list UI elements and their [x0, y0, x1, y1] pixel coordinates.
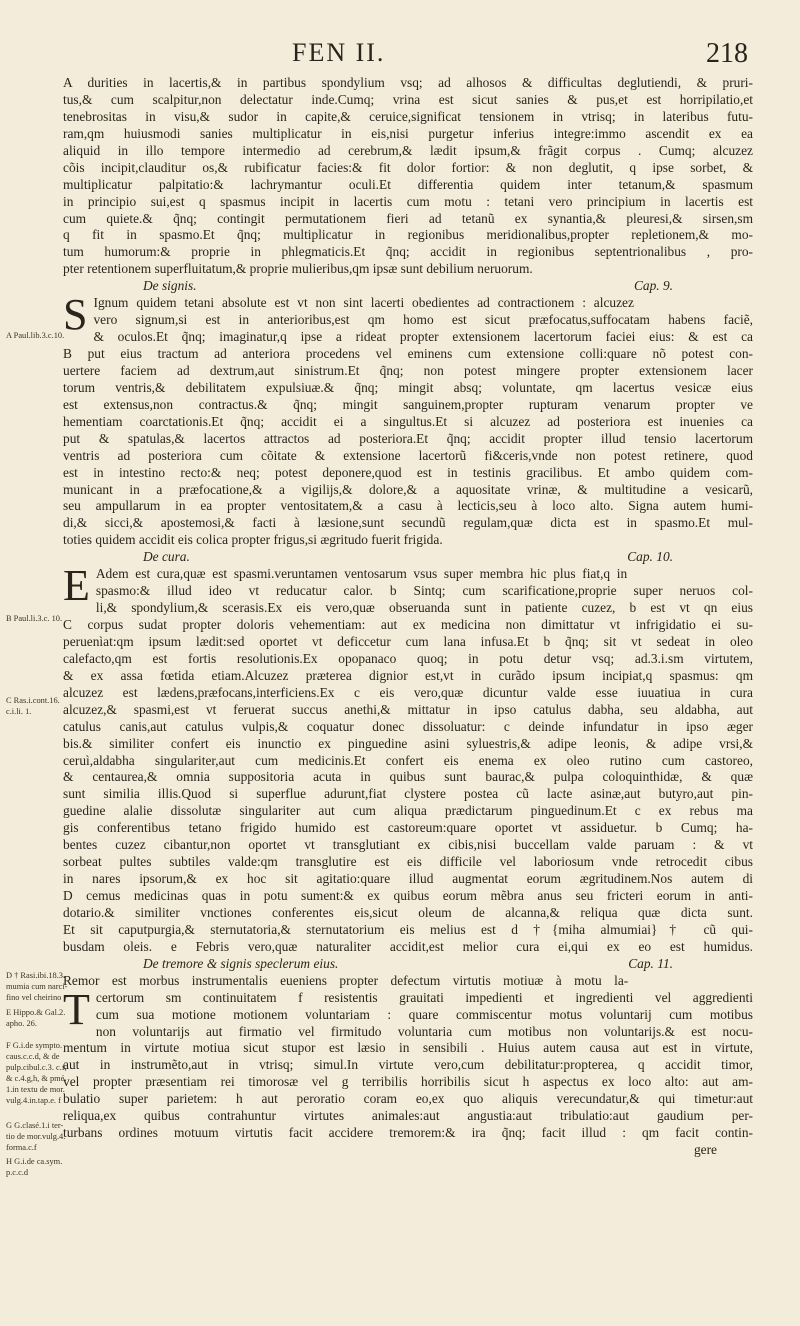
text-line [63, 160, 753, 177]
text-line [63, 177, 753, 194]
text-line-content: gere [693, 1142, 717, 1158]
text-line [63, 126, 753, 143]
running-head: FEN II. [292, 38, 386, 67]
text-line [63, 482, 753, 499]
text-line-content: bulatio super parietem: h aut peroratio coram eo,ex quo aliquis verecundatur,& qui timetur:aut [63, 1091, 753, 1107]
text-line [63, 617, 753, 634]
text-line-content: alcuzez,& spasmi,est vt feruerat succus anethi,& mittatur in ipso catulus dabha, seu aldabha, aut [63, 701, 753, 717]
text-line-content: sorbeat pultes subtiles valde:qm transglutire est eis difficile vel laboriosum vnde retrocedit cibus [63, 854, 753, 870]
text-line [63, 549, 753, 566]
text-line [63, 431, 753, 448]
margin-note-f [6, 1040, 67, 1106]
text-line [63, 397, 753, 414]
text-line-content: mentum in virtute motiua sicut stupor est læsio in sensibili . Huius autem causa aut est in virtute, [63, 1040, 753, 1056]
text-line-content: D cemus medicinas quas in potu sument:& ex quibus eorum mẽbra anus seu fricteri eorum in anti- [63, 888, 753, 903]
text-line-content: Adem est cura,quæ est spasmi.veruntamen ventosarum vsus super membra hic plus fiat,q in [95, 566, 628, 582]
text-line-content: est in intestino recto:& neq; potest deponere,quod est in testinis gracilibus. Et ambo quidem com- [63, 464, 753, 480]
text-line-content: Et sit caputpurgia,& sternutatoria,& sternutatorium eis melius est d †{miha almumiai}† cũ qui- [63, 921, 753, 937]
text-line [63, 871, 753, 888]
margin-note-line: & c.4.g,h, & pmé. [6, 1074, 67, 1083]
text-line [63, 905, 753, 922]
margin-note-d [6, 970, 68, 1003]
text-line-content: tus,& cum scalpitur,non delectatur inde.Cumq; vrina est sicut sanies & pus,et est horripilatio,et [63, 91, 753, 107]
margin-note-line: D † Rasi.ibi.18.3. [6, 971, 66, 980]
text-line [63, 803, 753, 820]
section-heading: De cura. [143, 549, 190, 565]
text-line-content: guedine alalie dissolutæ singulariter aut cum aliqua prædictarum pinguedinum.Et c ex rebus ma [63, 803, 753, 819]
chapter-number: Cap. 9. [633, 278, 673, 294]
text-line [63, 143, 753, 160]
text-line-content: reliqua,ex quibus contrahuntur virtutes animales:aut angustia:aut tribulatio:aut gaudium per- [63, 1108, 753, 1124]
text-line [63, 448, 753, 465]
text-line [63, 465, 753, 482]
text-line [63, 109, 753, 126]
text-line [63, 583, 753, 600]
text-line [63, 769, 753, 786]
page-number: 218 [706, 38, 748, 69]
text-line [63, 244, 753, 261]
text-line-content: calefacto,qm est fortis resolutionis.Ex opopanaco quoq; in potu detur vsq; ad.3.i.sm virtutem, [63, 650, 753, 666]
main-text-column [63, 75, 753, 1159]
text-line-content: hementiam coarctationis.Et q̃nq; accidit ei a singultus.Et si alcuzez ad posteriora est inuenies ca [63, 413, 753, 429]
text-line-content: li,& spondylium,& scerasis.Ex eis vero,quæ obseruanda sunt in patiente cuzez, b est vt qn eius [95, 600, 753, 616]
margin-note-line: H G.i.de ca.sym. [6, 1157, 63, 1166]
text-line [63, 1142, 753, 1159]
text-line-content: di,& sicci,& apostemosi,& facti à læsione,sunt secundũ regulam,quæ dicta est in spasmo.Et mul- [63, 515, 753, 531]
text-line-content: & centaurea,& omnia suppositoria acuta in quibus sunt baurac,& pulpa coloquinthidæ, & quæ [63, 769, 753, 785]
text-line [63, 211, 753, 228]
text-line-content: uertere faciem ad dextrum,aut sinistrum.Et q̃nq; non potest mingere propter extensionem lacer [63, 362, 753, 378]
text-line [63, 1007, 753, 1024]
text-line-content: dotario.& similiter vnctiones conferentes eis,sicut oleum de alcanna,& reliqua quæ dicta sunt. [63, 904, 753, 920]
text-line-content: gis conferentibus tetano frigido humido est castoreum:quare oportet vt assiduetur. b Cumq; ha- [63, 820, 753, 836]
text-line [63, 194, 753, 211]
text-line [63, 363, 753, 380]
text-line [63, 702, 753, 719]
margin-note-line: A Paul.lib.3.c.10. [6, 331, 65, 340]
margin-note-e [6, 1007, 66, 1029]
text-line-content: cõis incipit,clauditur os,& rubificatur facies:& fit dolor fortior: & non deglutit, q ipse sorbet, & [63, 159, 753, 175]
text-line [63, 261, 753, 278]
margin-note-line: fino vel cheirino [6, 993, 62, 1002]
text-line [63, 837, 753, 854]
text-line-content: cum sua motione motionem voluntariam : quare commiscentur motus voluntarij cum motibus [95, 1006, 753, 1022]
text-line-content: & ex assa fœtida etiam.Alcuzez præterea dignior est,vt in curãdo ipsum incipiat,q spasmus: qm [63, 667, 753, 683]
text-line [63, 1091, 753, 1108]
margin-note-line: forma.c.f [6, 1143, 37, 1152]
text-line [63, 532, 753, 549]
text-line [63, 414, 753, 431]
text-line-content: certorum sm continuitatem f resistentis grauitati impedienti et ingredienti vel aggredienti [95, 989, 753, 1005]
text-line [63, 600, 753, 617]
text-line-content: put & spatulas,& lacertos attractos ad posteriora.Et q̃nq; accidit propter illud tensio lacertorum [63, 430, 753, 446]
text-line-content: cum quiete.& q̃nq; contingit permutationem fieri ad tetanũ ex synantia,& pleuresi,& sirsen,sm [63, 210, 753, 226]
drop-cap-initial: T [63, 984, 90, 1034]
page-header [0, 38, 800, 74]
text-line-content: A durities in lacertis,& in partibus spondylium vsq; ad alhosos & difficultas deglutiendi, & pruri- [63, 75, 753, 90]
text-line-content: ram,qm huiusmodi sanies multiplicatur in eis,nisi purgetur inferius integre:immo ascendit ex ea [63, 125, 753, 141]
margin-note-line: apho. 26. [6, 1019, 37, 1028]
margin-note-a [6, 330, 65, 341]
text-line-content: non voluntarijs aut firmatio vel firmitudo voluntaria cum motibus non voluntarijs.& est nocu- [95, 1023, 753, 1039]
text-line [63, 820, 753, 837]
chapter-number: Cap. 11. [628, 955, 673, 971]
margin-note-c [6, 695, 62, 717]
margin-note-line: E Hippo.& Gal.2. [6, 1008, 66, 1017]
margin-note-line: c.i.li. 1. [6, 707, 32, 716]
text-line [63, 329, 753, 346]
margin-note-line: tio de mor.vulg.4. [6, 1132, 66, 1141]
text-line-content: aut in instrumẽto,aut in vtrisq; simul.In virtute vero,cum debilitatur:propterea, q accidit timor, [63, 1057, 753, 1073]
text-line-content: aliquid in illo tempore intermedio ad cerebrum,& lædit ipsum,& frãgit corpus . Cumq; alcuzez [63, 142, 753, 158]
text-line-content: torum ventris,& debilitatem expulsiuæ.& q̃nq; mingit absq; voluntate, qm lacertus vesicæ eius [63, 379, 753, 395]
text-line [63, 1024, 753, 1041]
text-line [63, 651, 753, 668]
text-line [63, 498, 753, 515]
margin-note-line: caus.c.c.d, & de [6, 1052, 60, 1061]
text-line-content: est extensus,non contractus.& q̃nq; mingit sanguinem,propter rupturam venarum propter ve [63, 396, 753, 412]
text-line [63, 888, 753, 905]
text-line [63, 1125, 753, 1142]
text-line [63, 634, 753, 651]
text-line [63, 227, 753, 244]
text-line [63, 786, 753, 803]
text-line-content: spasmo:& illud ideo vt reducatur calor. b Sintq; cum scarificatione,proprie super neruos col- [95, 583, 753, 599]
margin-note-h [6, 1156, 62, 1178]
margin-note-g [6, 1120, 66, 1153]
text-line [63, 736, 753, 753]
text-line-content: sunt similia illis.Quod si superflue adurunt,fiat clystere postea cũ lacte asinæ,aut butyro,aut pin- [63, 786, 753, 802]
text-line-content: bentes cuzez cibantur,non oportet vt transglutiant ex cibis,nisi buccellam valde paruam : & vt [63, 837, 753, 853]
text-line-content: municant in a præfocatione,& a vigilijs,& dolore,& a aquositate vrinæ, & multitudine a vesicarũ, [63, 481, 753, 497]
text-line [63, 1040, 753, 1057]
text-line [63, 753, 753, 770]
text-line-content: multiplicatur palpitatio:& lachrymantur oculi.Et differentia quidem inter tetanum,& spasmum [63, 176, 753, 192]
text-line [63, 922, 753, 939]
text-line [63, 1057, 753, 1074]
chapter-number: Cap. 10. [627, 549, 673, 565]
text-line [63, 75, 753, 92]
text-line-content: & oculos.Et q̃nq; imaginatur,q ipse a rideat propter extensionem lacertorum faciei eius: & est ca [93, 329, 753, 345]
text-line-content: ceruì,aldabha singulariter,aut cum medicinis.Et confert eis enema ex oleo rutino cum castoreo, [63, 752, 753, 768]
margin-note-line: 1.in textu de mor. [6, 1085, 65, 1094]
drop-cap-initial: E [63, 561, 90, 611]
text-line [63, 92, 753, 109]
text-line-content: in principio sui,est q spasmus incipit in lacertis cum motu : tetani vero principium in lacertis est [63, 193, 753, 209]
text-line-content: B put eius tractum ad anteriora procedens vel eminens cum extensione colli:quare nõ potest con- [63, 346, 753, 361]
text-line-content: bis.& similiter confert eis inunctio ex pinguedine asini syluestris,& adipe leonis, & adipe vrsi,& [63, 735, 753, 751]
text-line [63, 939, 753, 956]
margin-note-line: B Paul.li.3.c. 10. [6, 614, 63, 623]
text-line-content: tum humorum:& proprie in phlegmaticis.Et q̃nq; accidit in regionibus septentrionalibus , pro- [63, 244, 753, 260]
text-line [63, 668, 753, 685]
margin-note-b [6, 613, 62, 624]
text-line [63, 346, 753, 363]
text-line-content: ventris ad posteriora cum cõitate & extensione lacertorũ fi&ceris,vnde non potest retinere, quod [63, 447, 753, 463]
text-line-content: catulus canis,aut catulus vulpis,& coquatur donec dissoluatur: c deinde infundatur in ipso æger [63, 718, 753, 734]
margin-note-line: vulg.4.in.tap.e. f [6, 1096, 61, 1105]
text-line-content: turbans ordines motuum virtutis facit accidere tremorem:& ira q̃nq; facit illud : qm facit contin- [63, 1125, 753, 1141]
text-line [63, 312, 753, 329]
text-line [63, 973, 753, 990]
margin-note-line: pulp.cibul.c.3. c.f, [6, 1063, 67, 1072]
drop-cap-initial: S [63, 290, 88, 340]
text-line [63, 1074, 753, 1091]
text-line-content: in nares ipsorum,& ex hoc sit agitatio:quare illud augmentat eorum ægritudinem.Nos autem di [63, 871, 753, 887]
margin-note-line: C Ras.i.cont.16. [6, 696, 60, 705]
text-line [63, 1108, 753, 1125]
text-line-content: peruenìat:qm ipsum lædit:sed oportet vt deficcetur cum lana infusa.Et b q̃nq; sit vt sedeat in oleo [63, 633, 753, 649]
margin-note-line: p.c.c.d [6, 1168, 29, 1177]
text-line [63, 515, 753, 532]
text-line [63, 719, 753, 736]
text-line-content: seu ampullarum in ea propter ventositatem,& a casu à lecticis,seu à loco alto. Signa autem humi- [63, 498, 753, 514]
text-line-content: q fit in spasmo.Et q̃nq; multiplicatur in regionibus meridionalibus,propter repletionem,& mo- [63, 227, 753, 243]
text-line [63, 854, 753, 871]
text-line-content: alcuzez est lædens,præfocans,interficiens.Ex c eis vero,quæ dicuntur valde esse iuuatiua in cura [63, 684, 753, 700]
text-line [63, 278, 753, 295]
margin-note-line: G G.clasé.1.i ter- [6, 1121, 64, 1130]
text-line-content: Remor est morbus instrumentalis eueniens propter defectum virtutis motiuæ à motu la- [63, 972, 629, 988]
text-line [63, 956, 753, 973]
text-line [63, 380, 753, 397]
section-heading: De tremore & signis speclerum eius. [143, 955, 339, 971]
text-line-content: pter retentionem superfluitatum,& proprie mulieribus,qm ipsæ sunt debilium neruorum. [63, 261, 533, 277]
text-line-content: vero signum,si est in anterioribus,est qm homo est sicut præfocatus,suffocatam habens faciẽ, [93, 312, 753, 328]
text-line-content: toties quidem accidit eis colica propter frigus,si ægritudo fuerit frigida. [63, 532, 443, 548]
text-line-content: C corpus sudat propter doloris vehementiam: aut ex medicina non dimittatur vt infrigidatio ei su- [63, 617, 753, 632]
text-line-content: vel propter præsentiam rei timorosæ vel g terribilis horribilis sicut h aspectus ex loco alto: aut am- [63, 1074, 753, 1090]
margin-note-line: F G.i.de sympto. [6, 1041, 63, 1050]
text-line [63, 685, 753, 702]
section-heading: De signis. [143, 278, 197, 294]
text-line-content: tenebrositas in visu,& sudor in capite,& ceruice,significat tensionem in vtrisq; in lateribus futu- [63, 108, 753, 124]
text-line-content: busdam oleis. e Febris vero,quæ naturaliter accidit,est melior cura ei,qui ex eo est humidus. [63, 938, 753, 954]
margin-note-line: mumia cum narci- [6, 982, 68, 991]
text-line-content: Ignum quidem tetani absolute est vt non sint lacerti obedientes ad contractionem : alcuzez [93, 295, 634, 311]
